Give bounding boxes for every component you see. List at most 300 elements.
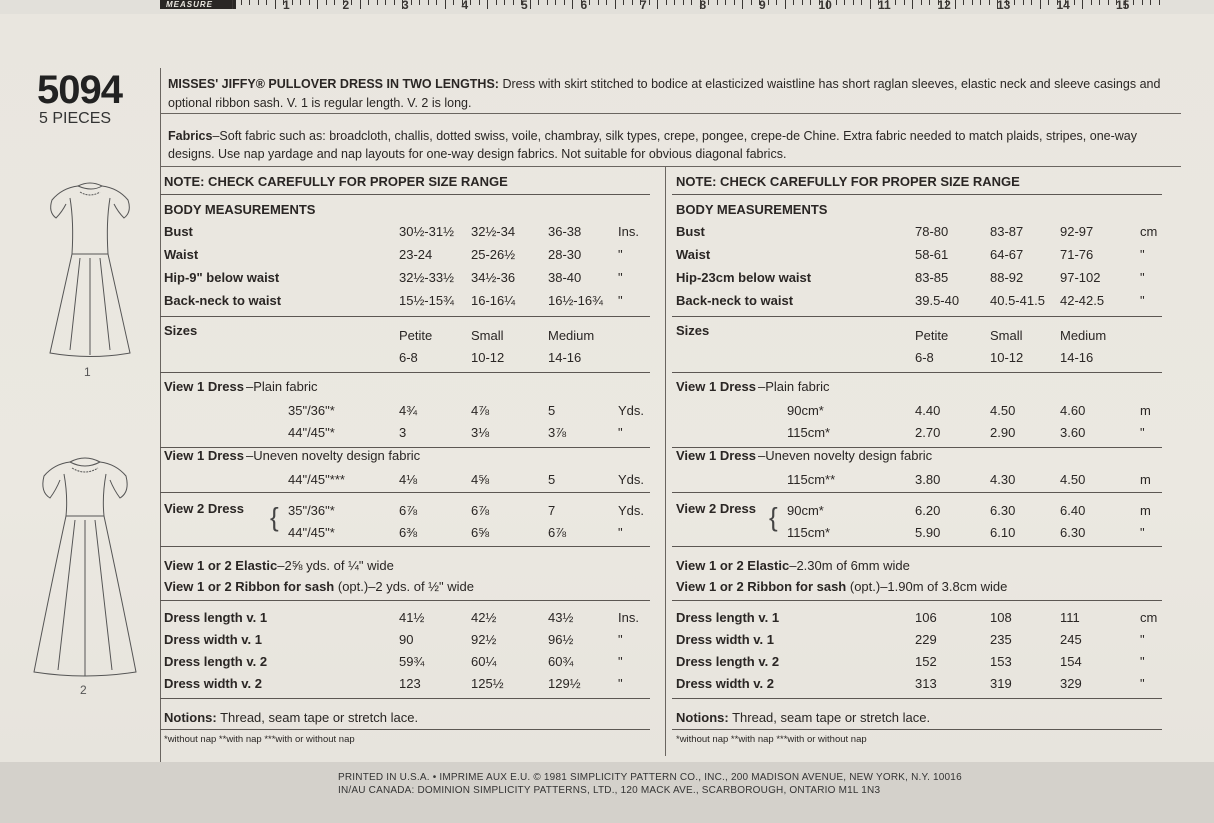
ruler-tick	[317, 0, 318, 9]
ruler-tick	[989, 0, 990, 5]
fabric-width: 115cm**	[787, 472, 836, 487]
pattern-title: MISSES' JIFFY® PULLOVER DRESS IN TWO LENGTHS:	[168, 77, 499, 91]
ruler-tick	[1040, 0, 1041, 9]
footer	[0, 762, 1214, 823]
unit-label: "	[618, 525, 623, 540]
unit-label: "	[1140, 293, 1145, 308]
fabric-width: 44"/45"***	[288, 472, 345, 487]
yardage-value: 5	[548, 403, 556, 418]
ruler-tick	[334, 0, 335, 5]
fabric-width: 115cm*	[787, 525, 831, 540]
ruler-tick	[955, 0, 956, 9]
notions-label: Notions:	[164, 710, 217, 725]
body-measurement-label: Hip-23cm below waist	[676, 270, 812, 285]
body-measurement-value: 83-87	[990, 224, 1024, 239]
description-text: Dress with skirt stitched to bodice at elasticized waistline has short raglan sleeves, elastic neck and sleeve casings and optional ribbon sash. V. 1 is regular length. V. 2 is long.	[168, 77, 1161, 110]
ruler-tick	[530, 0, 531, 9]
notions-text: Thread, seam tape or stretch lace.	[728, 710, 931, 725]
size-number: 10-12	[990, 350, 1024, 365]
ruler-tick	[1142, 0, 1143, 5]
dress-dimension-value: 129½	[548, 676, 581, 691]
body-measurement-value: 42-42.5	[1060, 293, 1105, 308]
fabric-width: 90cm*	[787, 503, 824, 518]
ruler-tick	[751, 0, 752, 5]
dress-dimension-value: 313	[915, 676, 937, 691]
dress-dimension-label: Dress width v. 2	[164, 676, 263, 691]
unit-label: "	[1140, 654, 1145, 669]
ruler-tick	[385, 0, 386, 5]
dress-dimension-value: 43½	[548, 610, 574, 625]
yardage-value: 5.90	[915, 525, 941, 540]
unit-label: "	[618, 270, 623, 285]
size-name: Medium	[1060, 328, 1107, 343]
ruler-number: 7	[640, 0, 647, 12]
size-number: 14-16	[1060, 350, 1094, 365]
ruler-number: 3	[402, 0, 409, 12]
body-measurement-value: 39.5-40	[915, 293, 960, 308]
elastic-label: View 1 or 2 Elastic	[676, 558, 790, 573]
ruler-tick	[496, 0, 497, 5]
elastic-line	[676, 558, 910, 573]
view-1-label: View 1 Dress	[164, 379, 244, 394]
dress-dimension-label: Dress length v. 2	[676, 654, 780, 669]
body-measurement-value: 36-38	[548, 224, 582, 239]
ruler-tick	[929, 0, 930, 5]
ruler-number: 8	[699, 0, 707, 12]
ruler-tick	[351, 0, 352, 5]
ruler-tick	[708, 0, 709, 5]
body-measurement-label: Hip-9" below waist	[164, 270, 280, 285]
dress-dimension-label: Dress length v. 2	[164, 654, 268, 669]
dress-dimension-value: 41½	[399, 610, 425, 625]
view-1-novelty-sub: –Uneven novelty design fabric	[246, 448, 421, 463]
ruler-tick	[564, 0, 565, 5]
body-measurement-value: 28-30	[548, 247, 582, 262]
ruler-tick	[683, 0, 684, 5]
table-rule	[160, 600, 650, 601]
body-measurement-value: 16½-16¾	[548, 293, 603, 308]
ruler-tick	[487, 0, 488, 9]
view-2-label: View 2 Dress	[676, 501, 756, 516]
ruler-tick	[623, 0, 624, 5]
ruler-tick	[394, 0, 395, 5]
ruler-tick	[853, 0, 854, 5]
ruler-tick	[674, 0, 675, 5]
table-rule	[160, 194, 650, 195]
table-rule	[672, 316, 1162, 317]
ruler-tick	[1074, 0, 1075, 5]
unit-label: "	[1140, 247, 1145, 262]
size-name: Medium	[548, 328, 595, 343]
dress-dimension-value: 153	[990, 654, 1012, 669]
ruler-tick	[249, 0, 250, 5]
ruler-number: 11	[878, 0, 891, 12]
brace-icon: {	[769, 502, 778, 532]
ruler-tick	[776, 0, 777, 5]
table-rule	[160, 698, 650, 699]
body-measurement-value: 25-26½	[471, 247, 516, 262]
body-measurement-value: 30½-31½	[399, 224, 454, 239]
ruler-tick	[1031, 0, 1032, 5]
ruler-tick	[810, 0, 811, 5]
ribbon-text: (opt.)–2 yds. of ½" wide	[334, 579, 474, 594]
footnote: *without nap **with nap ***with or without nap	[676, 734, 867, 745]
table-rule	[160, 372, 650, 373]
dress-dimension-label: Dress width v. 1	[164, 632, 263, 647]
view-1-novelty-label: View 1 Dress	[676, 448, 756, 463]
unit-label: "	[618, 247, 623, 262]
yardage-value: 4.40	[915, 403, 941, 418]
size-number: 14-16	[548, 350, 582, 365]
yardage-value: 7	[548, 503, 556, 518]
ruler-number: 5	[521, 0, 528, 12]
fabric-width: 44"/45"*	[288, 425, 335, 440]
dress-dimension-value: 60¼	[471, 654, 497, 669]
ruler-tick	[657, 0, 658, 9]
ribbon-label: View 1 or 2 Ribbon for sash	[676, 579, 847, 594]
dress-dimension-value: 235	[990, 632, 1012, 647]
dress-dimension-value: 329	[1060, 676, 1082, 691]
unit-label: "	[1140, 525, 1145, 540]
ribbon-line	[676, 579, 1007, 594]
ruler-tick	[232, 0, 233, 9]
unit-label: "	[1140, 632, 1145, 647]
ruler-number: 9	[759, 0, 766, 12]
unit-label: Yds.	[618, 403, 645, 418]
ruler-tick	[844, 0, 845, 5]
ruler-tick	[470, 0, 471, 5]
ruler-tick	[904, 0, 905, 5]
ruler-tick	[717, 0, 718, 5]
ruler-tick	[411, 0, 412, 5]
yardage-value: 4.30	[990, 472, 1016, 487]
notions-line	[676, 710, 930, 725]
body-measurement-value: 83-85	[915, 270, 949, 285]
notions-line	[164, 710, 418, 725]
yardage-value: 3⅞	[548, 425, 567, 440]
ruler-tick	[419, 0, 420, 5]
ruler-tick	[793, 0, 794, 5]
unit-label: m	[1140, 403, 1151, 418]
view-1-sub: –Plain fabric	[246, 379, 318, 394]
table-rule	[672, 600, 1162, 601]
ruler-number: 12	[937, 0, 951, 12]
ruler-tick	[1099, 0, 1100, 5]
unit-label: Yds.	[618, 472, 645, 487]
dress-dimension-value: 96½	[548, 632, 574, 647]
yardage-value: 4.50	[990, 403, 1016, 418]
ribbon-line	[164, 579, 474, 594]
ruler-tick	[377, 0, 378, 5]
unit-label: m	[1140, 503, 1151, 518]
table-rule	[160, 316, 650, 317]
dress-dimension-value: 90	[399, 632, 414, 647]
dress-dimension-value: 106	[915, 610, 937, 625]
unit-label: "	[618, 632, 623, 647]
dress-dimension-value: 42½	[471, 610, 497, 625]
ruler-tick	[572, 0, 573, 9]
ruler-tick	[742, 0, 743, 9]
ruler-tick	[258, 0, 259, 5]
fabric-width: 115cm*	[787, 425, 831, 440]
fabric-width: 44"/45"*	[288, 525, 335, 540]
body-measurement-value: 32½-34	[471, 224, 516, 239]
ruler-tick	[1091, 0, 1092, 5]
table-rule	[160, 729, 650, 730]
elastic-label: View 1 or 2 Elastic	[164, 558, 278, 573]
body-measurement-label: Back-neck to waist	[676, 293, 794, 308]
yardage-value: 6⅞	[548, 525, 567, 540]
yardage-value: 6⅞	[471, 503, 490, 518]
ruler-tick	[980, 0, 981, 5]
ruler-tick	[666, 0, 667, 5]
ruler-number: 2	[342, 0, 350, 12]
elastic-text: –2⅝ yds. of ¼" wide	[277, 558, 394, 573]
fabrics	[168, 127, 1178, 163]
notions-label: Notions:	[676, 710, 729, 725]
ruler-tick	[445, 0, 446, 9]
pattern-number: 5094	[37, 68, 122, 112]
ruler-number: 14	[1056, 0, 1070, 12]
ruler-tick	[589, 0, 590, 5]
size-range-note: NOTE: CHECK CAREFULLY FOR PROPER SIZE RANGE	[676, 174, 1020, 189]
body-measurement-value: 16-16¼	[471, 293, 516, 308]
dress-dimension-value: 152	[915, 654, 937, 669]
yardage-value: 6⅜	[399, 525, 418, 540]
brace-icon: {	[270, 502, 279, 532]
yardage-value: 6.10	[990, 525, 1016, 540]
ruler-tick	[632, 0, 633, 5]
figure-2-label: 2	[80, 683, 87, 697]
unit-label: cm	[1140, 224, 1158, 239]
view-1-sub: –Plain fabric	[758, 379, 830, 394]
dress-dimension-label: Dress length v. 1	[676, 610, 780, 625]
ruler-number: 4	[461, 0, 469, 12]
unit-label: cm	[1140, 610, 1158, 625]
ruler-tick	[725, 0, 726, 5]
view-2-label: View 2 Dress	[164, 501, 244, 516]
size-name: Small	[471, 328, 504, 343]
ruler-tick	[309, 0, 310, 5]
ruler-tick	[538, 0, 539, 5]
body-measurements-heading: BODY MEASUREMENTS	[164, 202, 316, 217]
view-1-novelty-sub: –Uneven novelty design fabric	[758, 448, 933, 463]
elastic-line	[164, 558, 394, 573]
ruler-tick	[428, 0, 429, 5]
body-measurement-label: Waist	[676, 247, 711, 262]
imperial-size-table	[160, 166, 660, 756]
ruler-tick	[1082, 0, 1083, 9]
unit-label: "	[618, 425, 623, 440]
ruler-tick	[275, 0, 276, 9]
metric-size-table	[672, 166, 1172, 756]
yardage-value: 6.20	[915, 503, 941, 518]
dress-dimension-value: 92½	[471, 632, 497, 647]
dress-dimension-value: 125½	[471, 676, 504, 691]
body-measurement-value: 92-97	[1060, 224, 1094, 239]
table-rule	[672, 372, 1162, 373]
dress-dimension-label: Dress width v. 1	[676, 632, 775, 647]
ruler-number: 15	[1116, 0, 1130, 12]
dress-dimension-value: 245	[1060, 632, 1082, 647]
yardage-value: 2.90	[990, 425, 1016, 440]
body-measurement-label: Bust	[676, 224, 705, 239]
body-measurement-value: 64-67	[990, 247, 1024, 262]
body-measurement-label: Waist	[164, 247, 199, 262]
ruler-tick	[870, 0, 871, 9]
figure-1-label: 1	[84, 365, 91, 379]
size-number: 6-8	[915, 350, 934, 365]
yardage-value: 3⅛	[471, 425, 490, 440]
ruler-tag: MEASURE	[160, 0, 236, 9]
unit-label: m	[1140, 472, 1151, 487]
yardage-value: 4⅞	[471, 403, 490, 418]
yardage-value: 6.30	[990, 503, 1016, 518]
table-rule	[160, 546, 650, 547]
sizes-label: Sizes	[164, 323, 198, 338]
ruler-tick	[360, 0, 361, 9]
body-measurement-value: 34½-36	[471, 270, 516, 285]
yardage-value: 6.30	[1060, 525, 1086, 540]
dress-dimension-value: 59¾	[399, 654, 425, 669]
table-rule	[672, 546, 1162, 547]
ruler-tick	[241, 0, 242, 5]
ruler-tick	[300, 0, 301, 5]
ruler-tick	[513, 0, 514, 5]
dress-dimension-value: 154	[1060, 654, 1082, 669]
unit-label: "	[1140, 425, 1145, 440]
body-measurement-value: 23-24	[399, 247, 433, 262]
size-name: Small	[990, 328, 1023, 343]
body-measurement-value: 97-102	[1060, 270, 1101, 285]
unit-label: "	[1140, 270, 1145, 285]
dress-dimension-value: 60¾	[548, 654, 574, 669]
ruler-tick	[1133, 0, 1134, 5]
dress-dimension-value: 229	[915, 632, 937, 647]
ruler-tick	[453, 0, 454, 5]
ruler-tick	[368, 0, 369, 5]
footer-line-2: IN/AU CANADA: DOMINION SIMPLICITY PATTERNS, LTD., 120 MACK AVE., SCARBOROUGH, ONTARIO M1L 1N3	[338, 785, 881, 796]
ruler-tick	[912, 0, 913, 9]
dress-dimension-value: 123	[399, 676, 421, 691]
dress-dimension-value: 108	[990, 610, 1012, 625]
ruler-tick	[836, 0, 837, 5]
ruler-tick	[649, 0, 650, 5]
description-rule	[161, 113, 1181, 114]
ruler-tick	[1108, 0, 1109, 5]
unit-label: "	[1140, 676, 1145, 691]
ruler-tick	[802, 0, 803, 5]
yardage-value: 4¾	[399, 403, 418, 418]
ruler-tick	[598, 0, 599, 5]
yardage-value: 6⅝	[471, 525, 490, 540]
ruler-tick	[1048, 0, 1049, 5]
fabric-width: 90cm*	[787, 403, 824, 418]
notions-text: Thread, seam tape or stretch lace.	[216, 710, 419, 725]
dress-dimension-value: 111	[1060, 610, 1080, 625]
body-measurement-label: Bust	[164, 224, 193, 239]
ruler-number: 13	[997, 0, 1011, 12]
body-measurement-value: 32½-33½	[399, 270, 454, 285]
ruler-number: 1	[283, 0, 290, 12]
fabric-width: 35"/36"*	[288, 503, 335, 518]
yardage-value: 3	[399, 425, 407, 440]
dress-dimension-value: 319	[990, 676, 1012, 691]
ruler-tick	[861, 0, 862, 5]
size-name: Petite	[915, 328, 949, 343]
body-measurement-value: 58-61	[915, 247, 949, 262]
dress-dimension-label: Dress width v. 2	[676, 676, 775, 691]
ruler-tick	[615, 0, 616, 9]
size-number: 10-12	[471, 350, 505, 365]
ruler-tick	[691, 0, 692, 5]
yardage-value: 3.80	[915, 472, 941, 487]
body-measurements-heading: BODY MEASUREMENTS	[676, 202, 828, 217]
description	[168, 75, 1178, 113]
table-rule	[672, 729, 1162, 730]
ruler-tick	[266, 0, 267, 5]
table-rule	[160, 492, 650, 493]
ruler-tick	[734, 0, 735, 5]
ruler-tick	[963, 0, 964, 5]
fabrics-text: –Soft fabric such as: broadcloth, challis, dotted swiss, voile, chambray, silk types, crepe, pongee, crepe-de Chine. Extra fabric needed to match plaids, stripes, one-way designs. Use nap yardage and nap layouts for one-way design fabrics. Not suitable for obvious diagonal fabrics.	[168, 129, 1138, 161]
yardage-value: 2.70	[915, 425, 941, 440]
body-measurement-label: Back-neck to waist	[164, 293, 282, 308]
unit-label: "	[618, 293, 623, 308]
pieces-count: 5 PIECES	[39, 110, 112, 127]
yardage-value: 6⅞	[399, 503, 418, 518]
yardage-value: 4.50	[1060, 472, 1086, 487]
ruler-tick	[504, 0, 505, 5]
ribbon-text: (opt.)–1.90m of 3.8cm wide	[846, 579, 1008, 594]
size-name: Petite	[399, 328, 433, 343]
view-1-label: View 1 Dress	[676, 379, 756, 394]
body-measurement-value: 78-80	[915, 224, 949, 239]
ruler-tick	[972, 0, 973, 5]
size-range-note: NOTE: CHECK CAREFULLY FOR PROPER SIZE RANGE	[164, 174, 508, 189]
ruler-tick	[479, 0, 480, 5]
dress-dimension-label: Dress length v. 1	[164, 610, 268, 625]
table-rule	[672, 492, 1162, 493]
body-measurement-value: 40.5-41.5	[990, 293, 1045, 308]
view-1-novelty-label: View 1 Dress	[164, 448, 244, 463]
yardage-value: 6.40	[1060, 503, 1086, 518]
view-2-dress-drawing	[30, 450, 140, 678]
table-rule	[672, 698, 1162, 699]
footnote: *without nap **with nap ***with or without nap	[164, 734, 355, 745]
body-measurement-value: 38-40	[548, 270, 582, 285]
ruler-tick	[606, 0, 607, 5]
ruler-tick	[547, 0, 548, 5]
ruler-tick	[1159, 0, 1160, 5]
yardage-value: 3.60	[1060, 425, 1086, 440]
footer-line-1: PRINTED IN U.S.A. • IMPRIME AUX E.U. © 1981 SIMPLICITY PATTERN CO., INC., 200 MADISON AVENUE, NEW YORK, N.Y. 10016	[338, 772, 962, 783]
body-measurement-value: 71-76	[1060, 247, 1094, 262]
ruler-tick	[1014, 0, 1015, 5]
yardage-value: 4⅛	[399, 472, 418, 487]
yardage-value: 4⅝	[471, 472, 490, 487]
unit-label: Ins.	[618, 610, 639, 625]
ruler-tick	[895, 0, 896, 5]
body-measurement-value: 15½-15¾	[399, 293, 454, 308]
column-divider	[665, 166, 666, 756]
yardage-value: 5	[548, 472, 556, 487]
ruler-number: 6	[580, 0, 588, 12]
yardage-value: 4.60	[1060, 403, 1086, 418]
ruler-tick	[768, 0, 769, 5]
measure-ruler	[0, 0, 1214, 14]
fabric-width: 35"/36"*	[288, 403, 335, 418]
